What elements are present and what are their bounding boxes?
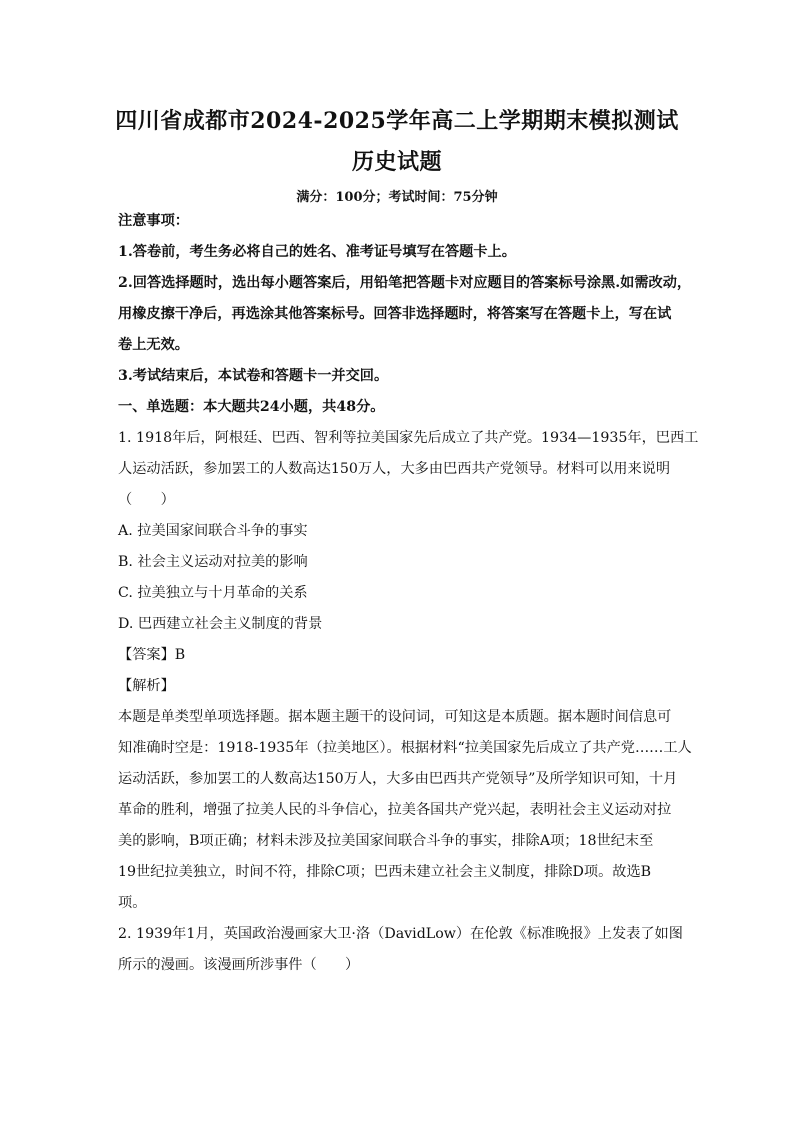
analysis-line: 项。 xyxy=(118,895,147,911)
analysis-heading: 【解析】 xyxy=(118,678,175,694)
option-b: B. 社会主义运动对拉美的影响 xyxy=(118,554,308,570)
option-d: D. 巴西建立社会主义制度的背景 xyxy=(118,616,323,632)
notice-line: 用橡皮擦干净后，再选涂其他答案标号。回答非选择题时，将答案写在答题卡上，写在试 xyxy=(118,306,672,322)
analysis-line: 运动活跃，参加罢工的人数高达150万人，大多由巴西共产党领导”及所学知识可知，十月 xyxy=(118,771,678,787)
notice-line: 卷上无效。 xyxy=(118,337,189,353)
notice-line: 1.答卷前，考生务必将自己的姓名、准考证号填写在答题卡上。 xyxy=(118,244,516,260)
analysis-line: 革命的胜利，增强了拉美人民的斗争信心，拉美各国共产党兴起，表明社会主义运动对拉 xyxy=(118,802,672,818)
question-stem-line: 所示的漫画。该漫画所涉事件（ ） xyxy=(118,957,360,973)
exam-meta: 满分：100分；考试时间：75分钟 xyxy=(296,190,498,205)
analysis-line: 本题是单类型单项选择题。据本题主题干的设问词，可知这是本质题。据本题时间信息可 xyxy=(118,709,672,725)
exam-title: 四川省成都市2024-2025学年高二上学期期末模拟测试 xyxy=(115,108,679,134)
question-stem-line: 1. 1918年后，阿根廷、巴西、智利等拉美国家先后成立了共产党。1934—1935年，巴西工 xyxy=(118,430,699,446)
answer-label: 【答案】B xyxy=(118,647,186,663)
question-stem-line: 2. 1939年1月，英国政治漫画家大卫·洛（DavidLow）在伦敦《标准晚报》上发表了如图 xyxy=(118,926,683,942)
question-stem-line: （ ） xyxy=(118,492,175,508)
document-body xyxy=(118,206,699,981)
notice-line: 3.考试结束后，本试卷和答题卡一并交回。 xyxy=(118,368,389,384)
notice-line: 2.回答选择题时，选出每小题答案后，用铅笔把答题卡对应题目的答案标号涂黑.如需改动， xyxy=(118,275,692,291)
question-stem-line: 人运动活跃，参加罢工的人数高达150万人，大多由巴西共产党领导。材料可以用来说明 xyxy=(118,461,671,477)
analysis-line: 知准确时空是：1918-1935年（拉美地区）。根据材料“拉美国家先后成立了共产党……工人 xyxy=(118,740,692,756)
exam-subject-title: 历史试题 xyxy=(351,149,442,175)
analysis-line: 19世纪拉美独立，时间不符，排除C项；巴西未建立社会主义制度，排除D项。故选B xyxy=(118,864,652,880)
section-heading: 一、单选题：本大题共24小题，共48分。 xyxy=(118,399,385,415)
notice-heading: 注意事项： xyxy=(118,213,189,229)
analysis-line: 美的影响，B项正确；材料未涉及拉美国家间联合斗争的事实，排除A项；18世纪末至 xyxy=(118,833,654,849)
option-c: C. 拉美独立与十月革命的关系 xyxy=(118,585,308,601)
option-a: A. 拉美国家间联合斗争的事实 xyxy=(118,523,308,539)
